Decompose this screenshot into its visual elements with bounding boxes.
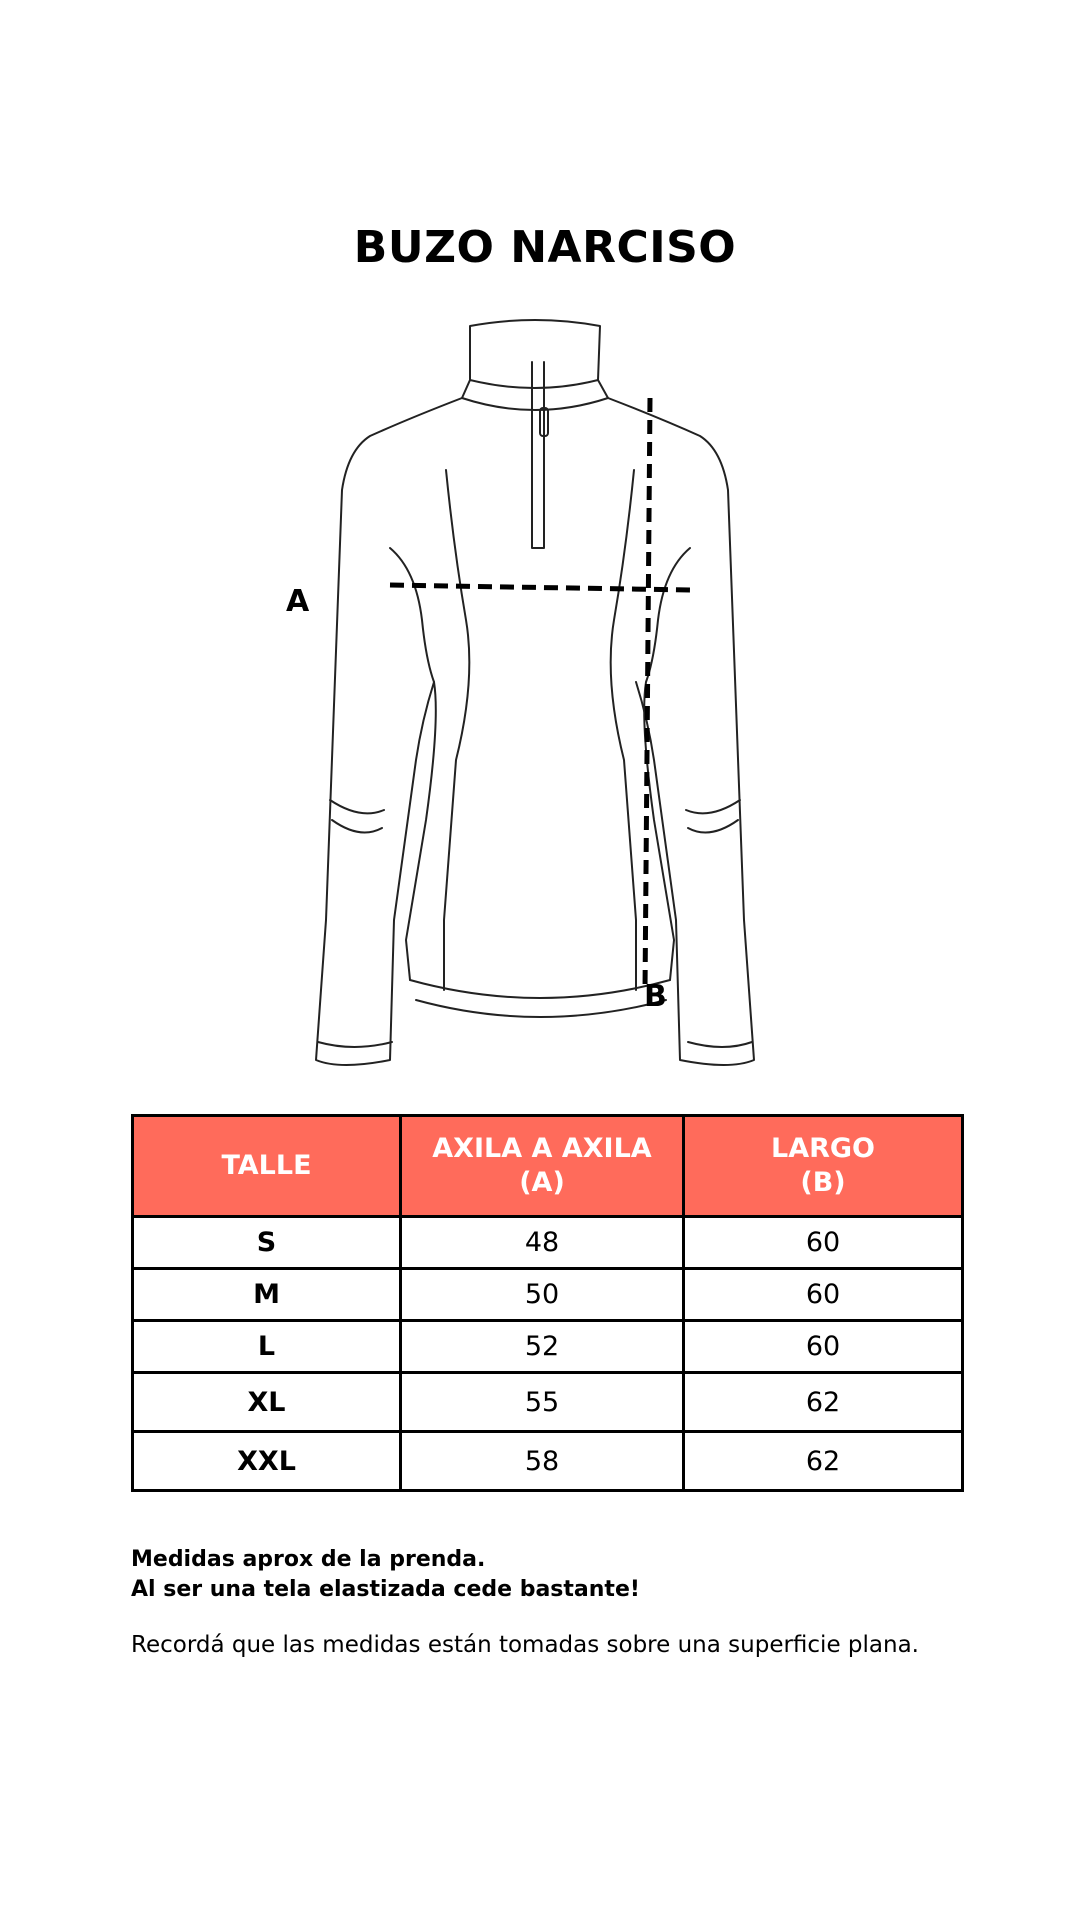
header-largo bbox=[684, 1116, 963, 1217]
table-row bbox=[133, 1269, 963, 1321]
size-chart-table bbox=[131, 1114, 964, 1492]
header-largo-title: LARGO bbox=[770, 1133, 875, 1165]
largo-cell: 62 bbox=[684, 1432, 963, 1491]
axila-cell: 58 bbox=[401, 1432, 684, 1491]
largo-cell: 60 bbox=[684, 1217, 963, 1269]
axila-cell: 55 bbox=[401, 1373, 684, 1432]
header-axila bbox=[401, 1116, 684, 1217]
header-largo-key: (B) bbox=[800, 1167, 846, 1198]
measure-label-a: A bbox=[286, 584, 310, 619]
size-cell: XXL bbox=[133, 1432, 401, 1491]
header-axila-title: AXILA A AXILA bbox=[432, 1133, 652, 1165]
axila-cell: 50 bbox=[401, 1269, 684, 1321]
size-cell: L bbox=[133, 1321, 401, 1373]
size-cell: XL bbox=[133, 1373, 401, 1432]
table-row bbox=[133, 1217, 963, 1269]
note-line-approx: Medidas aprox de la prenda. bbox=[131, 1547, 486, 1572]
size-cell: S bbox=[133, 1217, 401, 1269]
table-row bbox=[133, 1373, 963, 1432]
table-row bbox=[133, 1432, 963, 1491]
sweater-drawing bbox=[230, 300, 850, 1100]
largo-cell: 60 bbox=[684, 1321, 963, 1373]
measurement-note-flat: Recordá que las medidas están tomadas sobre una superficie plana. bbox=[131, 1632, 919, 1658]
table-row bbox=[133, 1321, 963, 1373]
header-axila-key: (A) bbox=[519, 1167, 565, 1198]
size-cell: M bbox=[133, 1269, 401, 1321]
largo-cell: 60 bbox=[684, 1269, 963, 1321]
measurement-note-bold bbox=[131, 1545, 640, 1605]
measure-label-b: B bbox=[644, 979, 667, 1014]
axila-cell: 48 bbox=[401, 1217, 684, 1269]
note-line-stretch: Al ser una tela elastizada cede bastante! bbox=[131, 1577, 640, 1602]
largo-cell: 62 bbox=[684, 1373, 963, 1432]
header-talle: TALLE bbox=[133, 1116, 401, 1217]
garment-illustration bbox=[230, 300, 850, 1100]
table-header-row bbox=[133, 1116, 963, 1217]
page-title: BUZO NARCISO bbox=[353, 222, 737, 273]
axila-cell: 52 bbox=[401, 1321, 684, 1373]
